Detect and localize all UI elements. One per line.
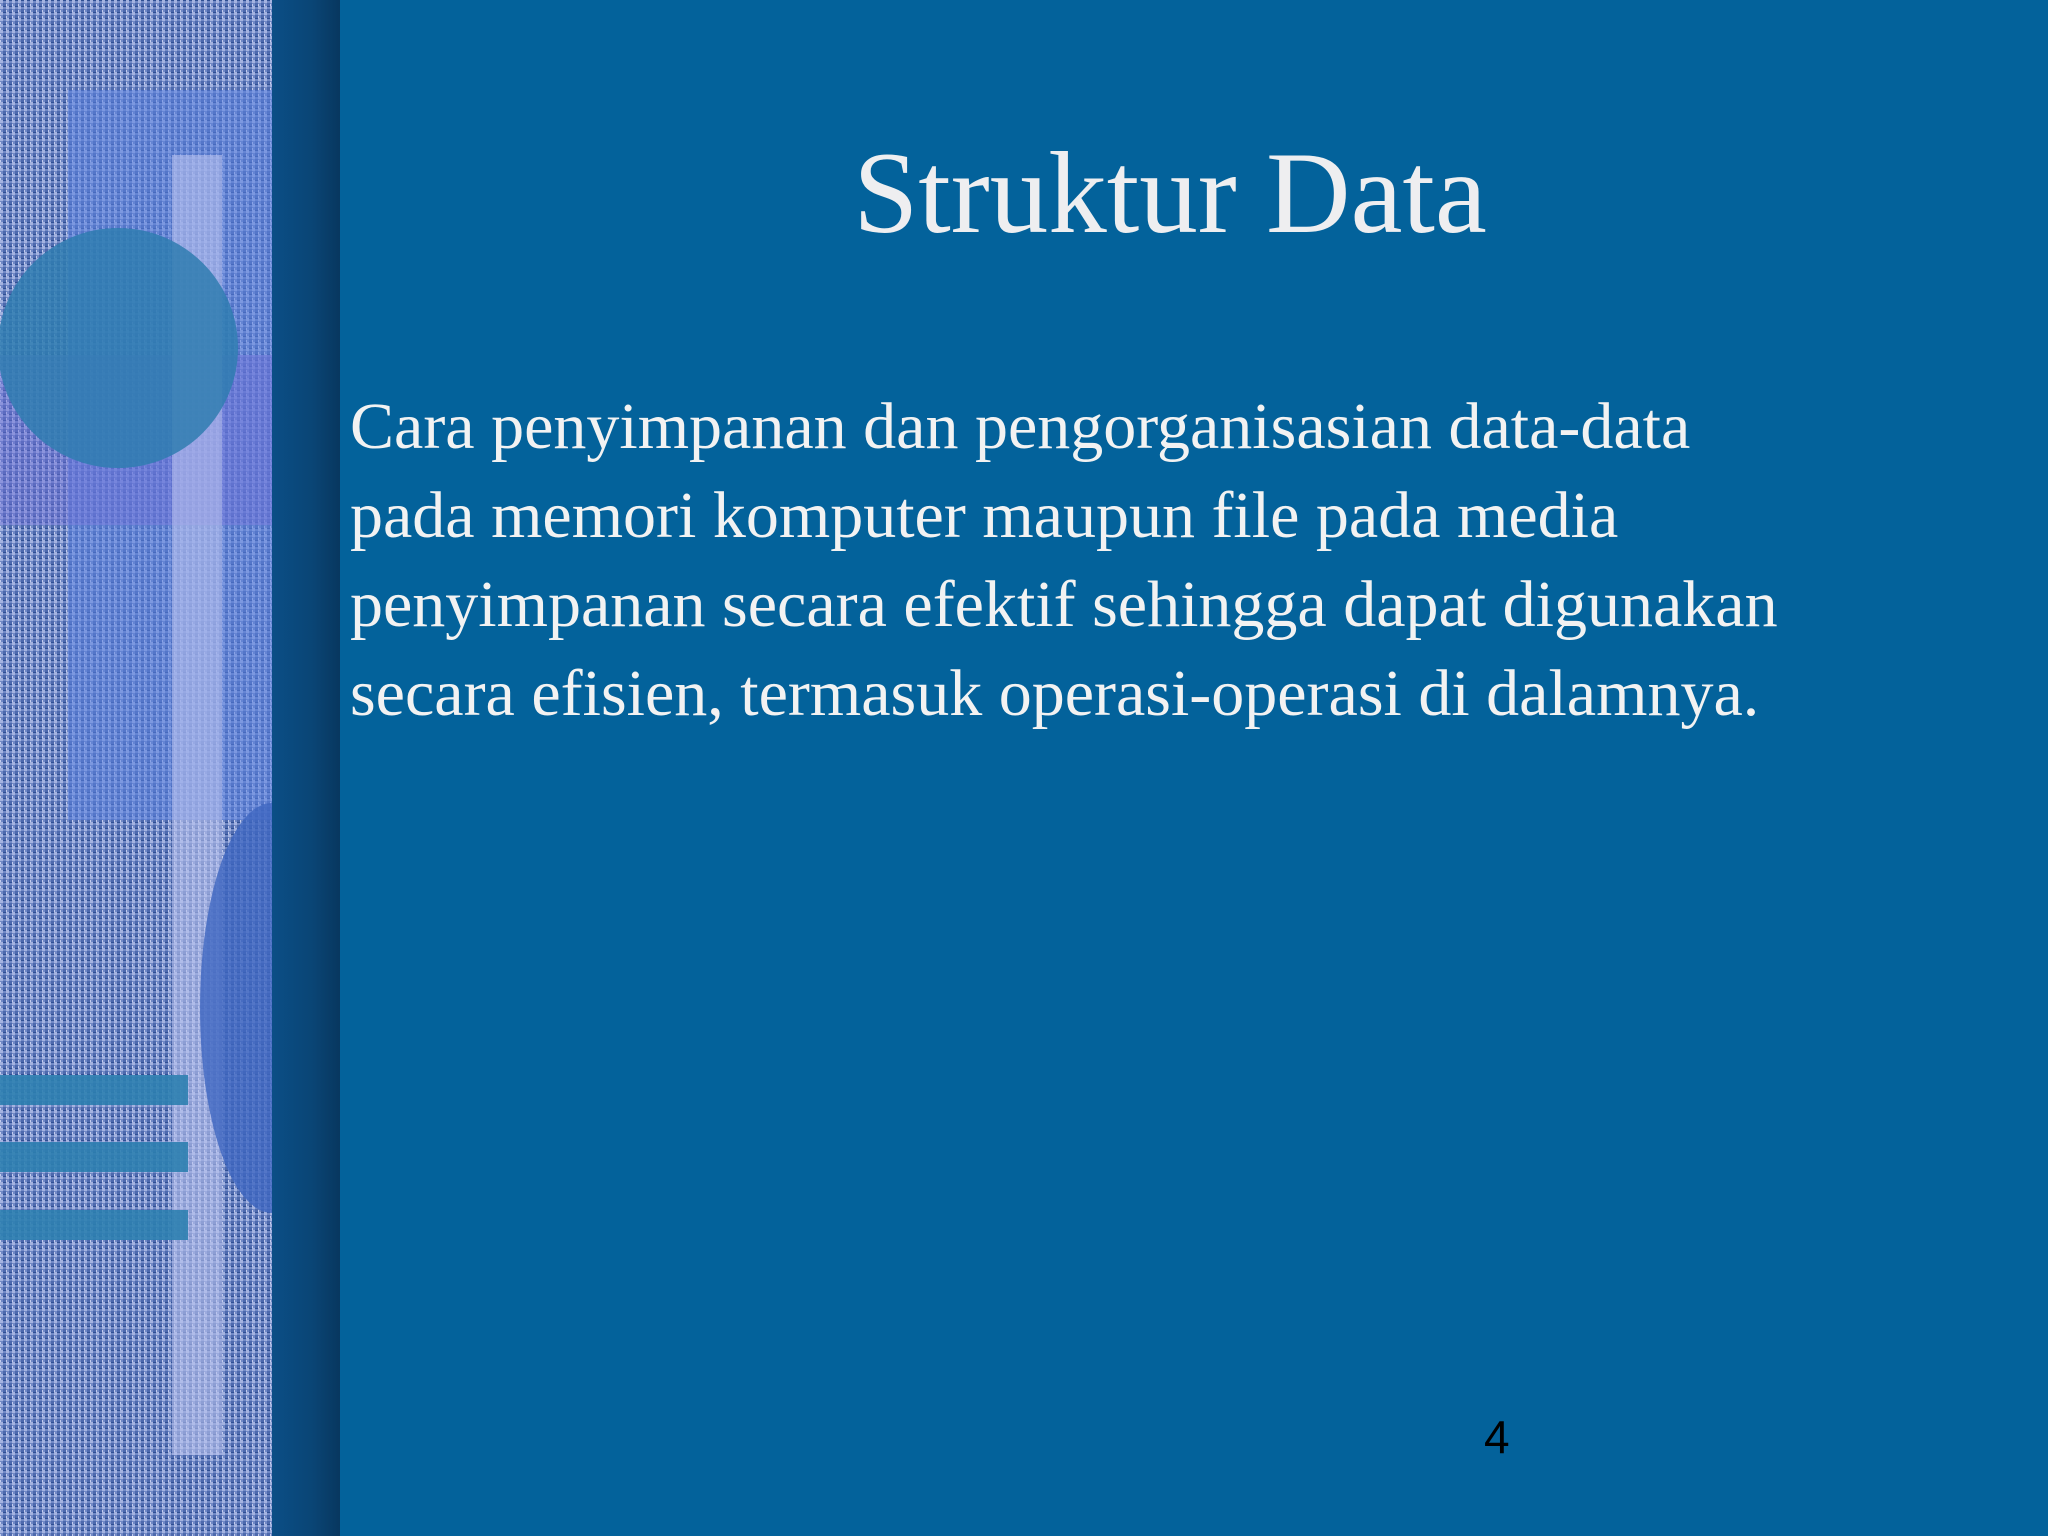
fabric-texture-graphic — [0, 0, 340, 1536]
slide-page-number: 4 — [1484, 1411, 1510, 1463]
body-line: secara efisien, termasuk operasi-operasi di dalamnya. — [350, 657, 1760, 730]
body-line: penyimpanan secara efektif sehingga dapat digunakan — [350, 568, 1778, 641]
body-line: pada memori komputer maupun file pada media — [350, 479, 1619, 552]
slide-body-paragraph — [350, 382, 2010, 738]
body-line: Cara penyimpanan dan pengorganisasian data-data — [350, 390, 1691, 463]
slide-title: Struktur Data — [853, 129, 1487, 258]
decorative-side-band — [0, 0, 340, 1536]
